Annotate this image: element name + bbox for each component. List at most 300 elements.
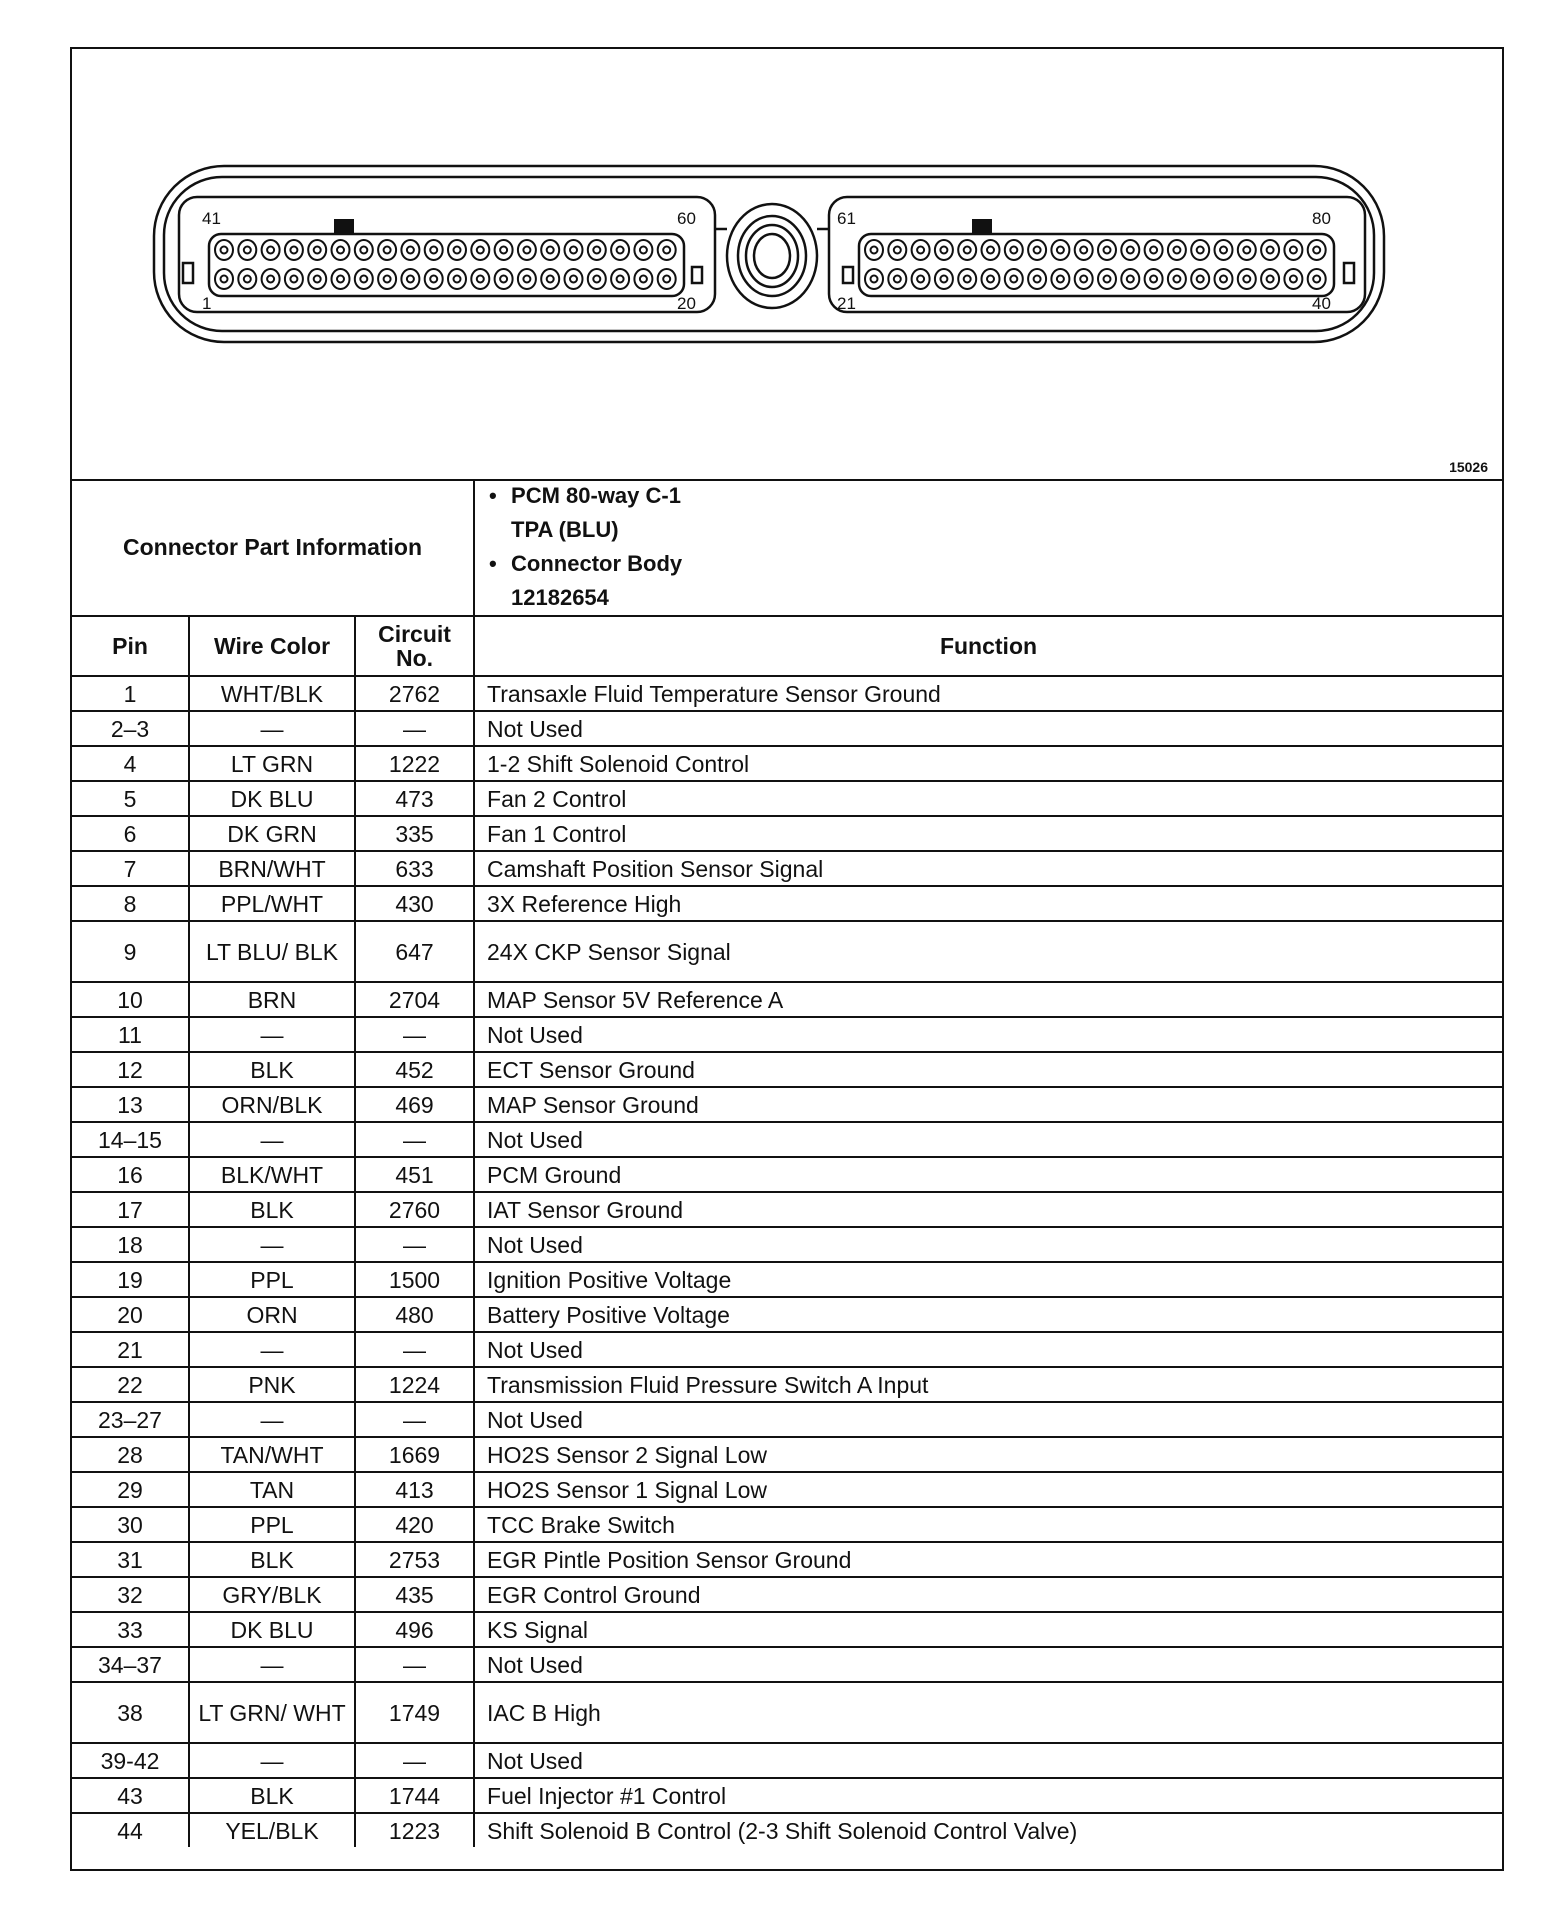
pin-contact	[1034, 247, 1041, 254]
table-row	[72, 1507, 1502, 1542]
table-row	[72, 1682, 1502, 1743]
pin-socket	[541, 240, 559, 260]
pin-contact	[1267, 247, 1274, 254]
pin-contact	[407, 247, 414, 254]
pin-label-20: 20	[677, 294, 696, 313]
wire-color-cell: LT BLU/ BLK	[189, 921, 355, 982]
pin-label-21: 21	[837, 294, 856, 313]
table-row	[72, 746, 1502, 781]
pin-contact	[1313, 276, 1320, 283]
pin-socket	[1191, 269, 1209, 289]
pin-socket	[425, 240, 443, 260]
wire-color-cell: DK BLU	[189, 1612, 355, 1647]
pin-cell: 4	[72, 746, 189, 781]
function-cell: Fuel Injector #1 Control	[474, 1778, 1502, 1813]
pin-contact	[1313, 247, 1320, 254]
pin-socket	[935, 240, 953, 260]
pin-cell: 17	[72, 1192, 189, 1227]
wire-color-cell: PPL/WHT	[189, 886, 355, 921]
function-cell: Shift Solenoid B Control (2-3 Shift Solenoid Control Valve)	[474, 1813, 1502, 1847]
function-cell: Not Used	[474, 1332, 1502, 1367]
pin-socket	[1121, 269, 1139, 289]
circuit-cell: 1749	[355, 1682, 474, 1743]
pin-contact	[314, 247, 321, 254]
pin-contact	[987, 276, 994, 283]
pin-cell: 11	[72, 1017, 189, 1052]
pin-contact	[1290, 247, 1297, 254]
pin-socket	[958, 240, 976, 260]
circuit-cell: 1222	[355, 746, 474, 781]
pin-contact	[523, 247, 530, 254]
circuit-cell: 480	[355, 1297, 474, 1332]
circuit-cell: —	[355, 1227, 474, 1262]
circuit-cell: 413	[355, 1472, 474, 1507]
function-cell: MAP Sensor Ground	[474, 1087, 1502, 1122]
connector-info-value	[474, 479, 1502, 616]
pin-contact	[477, 276, 484, 283]
pin-socket	[518, 240, 536, 260]
pin-cell: 20	[72, 1297, 189, 1332]
pin-socket	[865, 240, 883, 260]
pinout-table	[72, 479, 1502, 1847]
wire-color-cell: LT GRN/ WHT	[189, 1682, 355, 1743]
wire-color-cell: PPL	[189, 1262, 355, 1297]
function-cell: HO2S Sensor 2 Signal Low	[474, 1437, 1502, 1472]
connector-info-row	[72, 479, 1502, 616]
function-cell: Not Used	[474, 711, 1502, 746]
pin-socket	[1261, 240, 1279, 260]
pin-socket	[958, 269, 976, 289]
pin-contact	[640, 276, 647, 283]
pin-cell: 12	[72, 1052, 189, 1087]
function-cell: IAT Sensor Ground	[474, 1192, 1502, 1227]
table-row	[72, 886, 1502, 921]
pin-socket	[518, 269, 536, 289]
pin-label-61: 61	[837, 209, 856, 228]
pin-socket	[378, 240, 396, 260]
wire-color-cell: PNK	[189, 1367, 355, 1402]
pin-cell: 1	[72, 676, 189, 711]
pin-socket	[658, 269, 676, 289]
pin-socket	[215, 269, 233, 289]
pin-cell: 31	[72, 1542, 189, 1577]
pin-cell: 29	[72, 1472, 189, 1507]
pin-cell: 34–37	[72, 1647, 189, 1682]
pin-socket	[1098, 269, 1116, 289]
table-row	[72, 1813, 1502, 1847]
pin-label-1: 1	[202, 294, 212, 313]
pin-contact	[337, 276, 344, 283]
table-row	[72, 1542, 1502, 1577]
circuit-cell: 430	[355, 886, 474, 921]
wire-color-cell: —	[189, 1017, 355, 1052]
wire-color-cell: DK GRN	[189, 816, 355, 851]
pin-socket	[634, 269, 652, 289]
pin-cell: 44	[72, 1813, 189, 1847]
pin-contact	[477, 247, 484, 254]
table-row	[72, 851, 1502, 886]
pin-socket	[541, 269, 559, 289]
function-cell: TCC Brake Switch	[474, 1507, 1502, 1542]
function-cell: Not Used	[474, 1647, 1502, 1682]
header-pin: Pin	[72, 616, 189, 676]
circuit-cell: 335	[355, 816, 474, 851]
pin-contact	[640, 247, 647, 254]
table-row	[72, 1227, 1502, 1262]
pin-cell: 8	[72, 886, 189, 921]
pin-contact	[1080, 276, 1087, 283]
wire-color-cell: BLK/WHT	[189, 1157, 355, 1192]
pin-socket	[1308, 269, 1326, 289]
pin-cell: 22	[72, 1367, 189, 1402]
function-cell: KS Signal	[474, 1612, 1502, 1647]
pin-contact	[430, 247, 437, 254]
pin-socket	[332, 240, 350, 260]
wire-color-cell: ORN	[189, 1297, 355, 1332]
pin-socket	[1238, 240, 1256, 260]
circuit-cell: 1223	[355, 1813, 474, 1847]
function-cell: 24X CKP Sensor Signal	[474, 921, 1502, 982]
table-row	[72, 1052, 1502, 1087]
pin-contact	[1104, 276, 1111, 283]
pin-contact	[570, 247, 577, 254]
circuit-cell: 473	[355, 781, 474, 816]
pin-label-41: 41	[202, 209, 221, 228]
function-cell: Transaxle Fluid Temperature Sensor Ground	[474, 676, 1502, 711]
connector-document	[70, 47, 1504, 1871]
wire-color-cell: BLK	[189, 1192, 355, 1227]
function-cell: ECT Sensor Ground	[474, 1052, 1502, 1087]
table-row	[72, 676, 1502, 711]
pin-contact	[430, 276, 437, 283]
pin-socket	[888, 269, 906, 289]
function-cell: Fan 2 Control	[474, 781, 1502, 816]
circuit-cell: 496	[355, 1612, 474, 1647]
table-row	[72, 1157, 1502, 1192]
pin-cell: 30	[72, 1507, 189, 1542]
pin-socket	[471, 240, 489, 260]
table-row	[72, 1743, 1502, 1778]
circuit-cell: 2760	[355, 1192, 474, 1227]
pin-contact	[454, 276, 461, 283]
pin-contact	[593, 247, 600, 254]
pin-contact	[384, 276, 391, 283]
wire-color-cell: —	[189, 1122, 355, 1157]
pin-contact	[221, 276, 228, 283]
connector-diagram	[72, 49, 1502, 481]
pin-contact	[1057, 276, 1064, 283]
table-row	[72, 816, 1502, 851]
pin-cell: 7	[72, 851, 189, 886]
circuit-cell: 451	[355, 1157, 474, 1192]
table-row	[72, 1192, 1502, 1227]
wire-color-cell: —	[189, 1743, 355, 1778]
pin-socket	[912, 269, 930, 289]
pin-contact	[267, 247, 274, 254]
pin-socket	[495, 240, 513, 260]
function-cell: 1-2 Shift Solenoid Control	[474, 746, 1502, 781]
pin-socket	[285, 269, 303, 289]
wire-color-cell: —	[189, 711, 355, 746]
function-cell: Not Used	[474, 1017, 1502, 1052]
wire-color-cell: GRY/BLK	[189, 1577, 355, 1612]
pin-socket	[355, 269, 373, 289]
pin-label-80: 80	[1312, 209, 1331, 228]
pin-socket	[1075, 240, 1093, 260]
pin-socket	[425, 269, 443, 289]
pin-cell: 33	[72, 1612, 189, 1647]
pin-contact	[894, 276, 901, 283]
pin-contact	[894, 247, 901, 254]
pin-contact	[314, 276, 321, 283]
wire-color-cell: BRN	[189, 982, 355, 1017]
right-key-tab	[972, 219, 992, 233]
connector-info-line2: TPA (BLU)	[511, 517, 619, 542]
pin-contact	[617, 247, 624, 254]
function-cell: EGR Control Ground	[474, 1577, 1502, 1612]
function-cell: Ignition Positive Voltage	[474, 1262, 1502, 1297]
circuit-cell: 647	[355, 921, 474, 982]
pin-contact	[360, 247, 367, 254]
pin-socket	[588, 240, 606, 260]
pin-contact	[244, 247, 251, 254]
function-cell: Camshaft Position Sensor Signal	[474, 851, 1502, 886]
function-cell: 3X Reference High	[474, 886, 1502, 921]
pin-contact	[663, 276, 670, 283]
circuit-cell: 452	[355, 1052, 474, 1087]
pin-cell: 23–27	[72, 1402, 189, 1437]
pin-contact	[1173, 276, 1180, 283]
pin-contact	[1290, 276, 1297, 283]
function-cell: Transmission Fluid Pressure Switch A Input	[474, 1367, 1502, 1402]
pin-cell: 32	[72, 1577, 189, 1612]
pin-socket	[865, 269, 883, 289]
connector-info-label: Connector Part Information	[72, 479, 474, 616]
table-row	[72, 1332, 1502, 1367]
pin-cell: 2–3	[72, 711, 189, 746]
function-cell: HO2S Sensor 1 Signal Low	[474, 1472, 1502, 1507]
wire-color-cell: LT GRN	[189, 746, 355, 781]
header-function: Function	[474, 616, 1502, 676]
table-row	[72, 1017, 1502, 1052]
header-wire-color: Wire Color	[189, 616, 355, 676]
pin-contact	[1127, 247, 1134, 254]
circuit-cell: 633	[355, 851, 474, 886]
function-cell: EGR Pintle Position Sensor Ground	[474, 1542, 1502, 1577]
pin-socket	[1284, 269, 1302, 289]
pin-contact	[1104, 247, 1111, 254]
pin-contact	[917, 247, 924, 254]
pin-contact	[1127, 276, 1134, 283]
pin-socket	[935, 269, 953, 289]
pin-socket	[1261, 269, 1279, 289]
pin-contact	[1220, 276, 1227, 283]
pin-socket	[1308, 240, 1326, 260]
table-row	[72, 1087, 1502, 1122]
pin-socket	[1051, 269, 1069, 289]
pin-cell: 6	[72, 816, 189, 851]
circuit-cell: 1224	[355, 1367, 474, 1402]
table-row	[72, 1297, 1502, 1332]
circuit-cell: 1669	[355, 1437, 474, 1472]
pin-contact	[1034, 276, 1041, 283]
pin-socket	[611, 240, 629, 260]
circuit-cell: 2753	[355, 1542, 474, 1577]
pin-contact	[337, 247, 344, 254]
table-row	[72, 1647, 1502, 1682]
pin-socket	[1191, 240, 1209, 260]
pin-cell: 10	[72, 982, 189, 1017]
pin-cell: 18	[72, 1227, 189, 1262]
table-row	[72, 1437, 1502, 1472]
table-row	[72, 781, 1502, 816]
center-bolt-outer	[727, 204, 817, 308]
pin-socket	[1005, 269, 1023, 289]
pin-socket	[378, 269, 396, 289]
wire-color-cell: —	[189, 1647, 355, 1682]
pin-socket	[1168, 240, 1186, 260]
circuit-cell: 420	[355, 1507, 474, 1542]
table-row	[72, 982, 1502, 1017]
table-row	[72, 1778, 1502, 1813]
pin-contact	[407, 276, 414, 283]
function-cell: PCM Ground	[474, 1157, 1502, 1192]
table-row	[72, 1612, 1502, 1647]
pin-socket	[401, 240, 419, 260]
pin-cell: 28	[72, 1437, 189, 1472]
connector-info-line1: • PCM 80-way C-1	[511, 479, 1490, 513]
pin-socket	[1284, 240, 1302, 260]
pin-cell: 38	[72, 1682, 189, 1743]
wire-color-cell: TAN	[189, 1472, 355, 1507]
pin-contact	[663, 247, 670, 254]
function-cell: Not Used	[474, 1402, 1502, 1437]
pin-contact	[221, 247, 228, 254]
pin-contact	[547, 247, 554, 254]
pin-cell: 43	[72, 1778, 189, 1813]
function-cell: Battery Positive Voltage	[474, 1297, 1502, 1332]
left-key-tab	[334, 219, 354, 233]
pin-socket	[1215, 240, 1233, 260]
pin-contact	[871, 247, 878, 254]
pin-socket	[1145, 240, 1163, 260]
pin-contact	[547, 276, 554, 283]
table-row	[72, 711, 1502, 746]
wire-color-cell: BLK	[189, 1052, 355, 1087]
pin-contact	[290, 276, 297, 283]
circuit-cell: —	[355, 1402, 474, 1437]
pin-contact	[500, 247, 507, 254]
pin-contact	[1150, 247, 1157, 254]
pin-cell: 39-42	[72, 1743, 189, 1778]
pin-socket	[611, 269, 629, 289]
wire-color-cell: WHT/BLK	[189, 676, 355, 711]
pin-socket	[1168, 269, 1186, 289]
pin-contact	[1010, 247, 1017, 254]
function-cell: IAC B High	[474, 1682, 1502, 1743]
pin-socket	[332, 269, 350, 289]
circuit-cell: —	[355, 1743, 474, 1778]
pin-cell: 19	[72, 1262, 189, 1297]
pin-socket	[1145, 269, 1163, 289]
wire-color-cell: BLK	[189, 1778, 355, 1813]
pin-socket	[634, 240, 652, 260]
pin-socket	[1238, 269, 1256, 289]
pin-socket	[1075, 269, 1093, 289]
pin-contact	[1150, 276, 1157, 283]
pin-socket	[1051, 240, 1069, 260]
function-cell: Not Used	[474, 1227, 1502, 1262]
pin-socket	[1121, 240, 1139, 260]
pin-contact	[1197, 276, 1204, 283]
pin-socket	[238, 240, 256, 260]
pin-cell: 5	[72, 781, 189, 816]
figure-number: 15026	[1449, 459, 1488, 475]
wire-color-cell: TAN/WHT	[189, 1437, 355, 1472]
function-cell: Not Used	[474, 1743, 1502, 1778]
pin-contact	[987, 247, 994, 254]
circuit-cell: 2704	[355, 982, 474, 1017]
wire-color-cell: BRN/WHT	[189, 851, 355, 886]
pin-contact	[570, 276, 577, 283]
pin-cell: 21	[72, 1332, 189, 1367]
table-row	[72, 1472, 1502, 1507]
pin-socket	[285, 240, 303, 260]
pin-contact	[384, 247, 391, 254]
circuit-cell: 435	[355, 1577, 474, 1612]
connector-info-line3: • Connector Body	[511, 547, 1490, 581]
pin-socket	[1028, 269, 1046, 289]
table-row	[72, 1367, 1502, 1402]
pin-contact	[1173, 247, 1180, 254]
table-row	[72, 1402, 1502, 1437]
pin-socket	[238, 269, 256, 289]
pin-socket	[658, 240, 676, 260]
connector-face-drawing	[72, 49, 1502, 479]
pin-socket	[308, 269, 326, 289]
circuit-cell: —	[355, 1332, 474, 1367]
pin-cell: 16	[72, 1157, 189, 1192]
circuit-cell: —	[355, 1647, 474, 1682]
wire-color-cell: PPL	[189, 1507, 355, 1542]
function-cell: Fan 1 Control	[474, 816, 1502, 851]
pin-contact	[964, 247, 971, 254]
wire-color-cell: YEL/BLK	[189, 1813, 355, 1847]
pin-contact	[523, 276, 530, 283]
wire-color-cell: —	[189, 1227, 355, 1262]
pin-contact	[454, 247, 461, 254]
pin-contact	[593, 276, 600, 283]
circuit-cell: 1500	[355, 1262, 474, 1297]
pin-socket	[471, 269, 489, 289]
pin-cell: 14–15	[72, 1122, 189, 1157]
pin-contact	[244, 276, 251, 283]
pin-contact	[360, 276, 367, 283]
pin-contact	[1080, 247, 1087, 254]
table-row	[72, 921, 1502, 982]
function-cell: Not Used	[474, 1122, 1502, 1157]
wire-color-cell: ORN/BLK	[189, 1087, 355, 1122]
wire-color-cell: BLK	[189, 1542, 355, 1577]
pin-contact	[1010, 276, 1017, 283]
pin-label-40: 40	[1312, 294, 1331, 313]
pin-contact	[1243, 247, 1250, 254]
pin-socket	[565, 240, 583, 260]
pin-contact	[1197, 247, 1204, 254]
table-row	[72, 1262, 1502, 1297]
pin-socket	[262, 269, 280, 289]
circuit-cell: —	[355, 711, 474, 746]
